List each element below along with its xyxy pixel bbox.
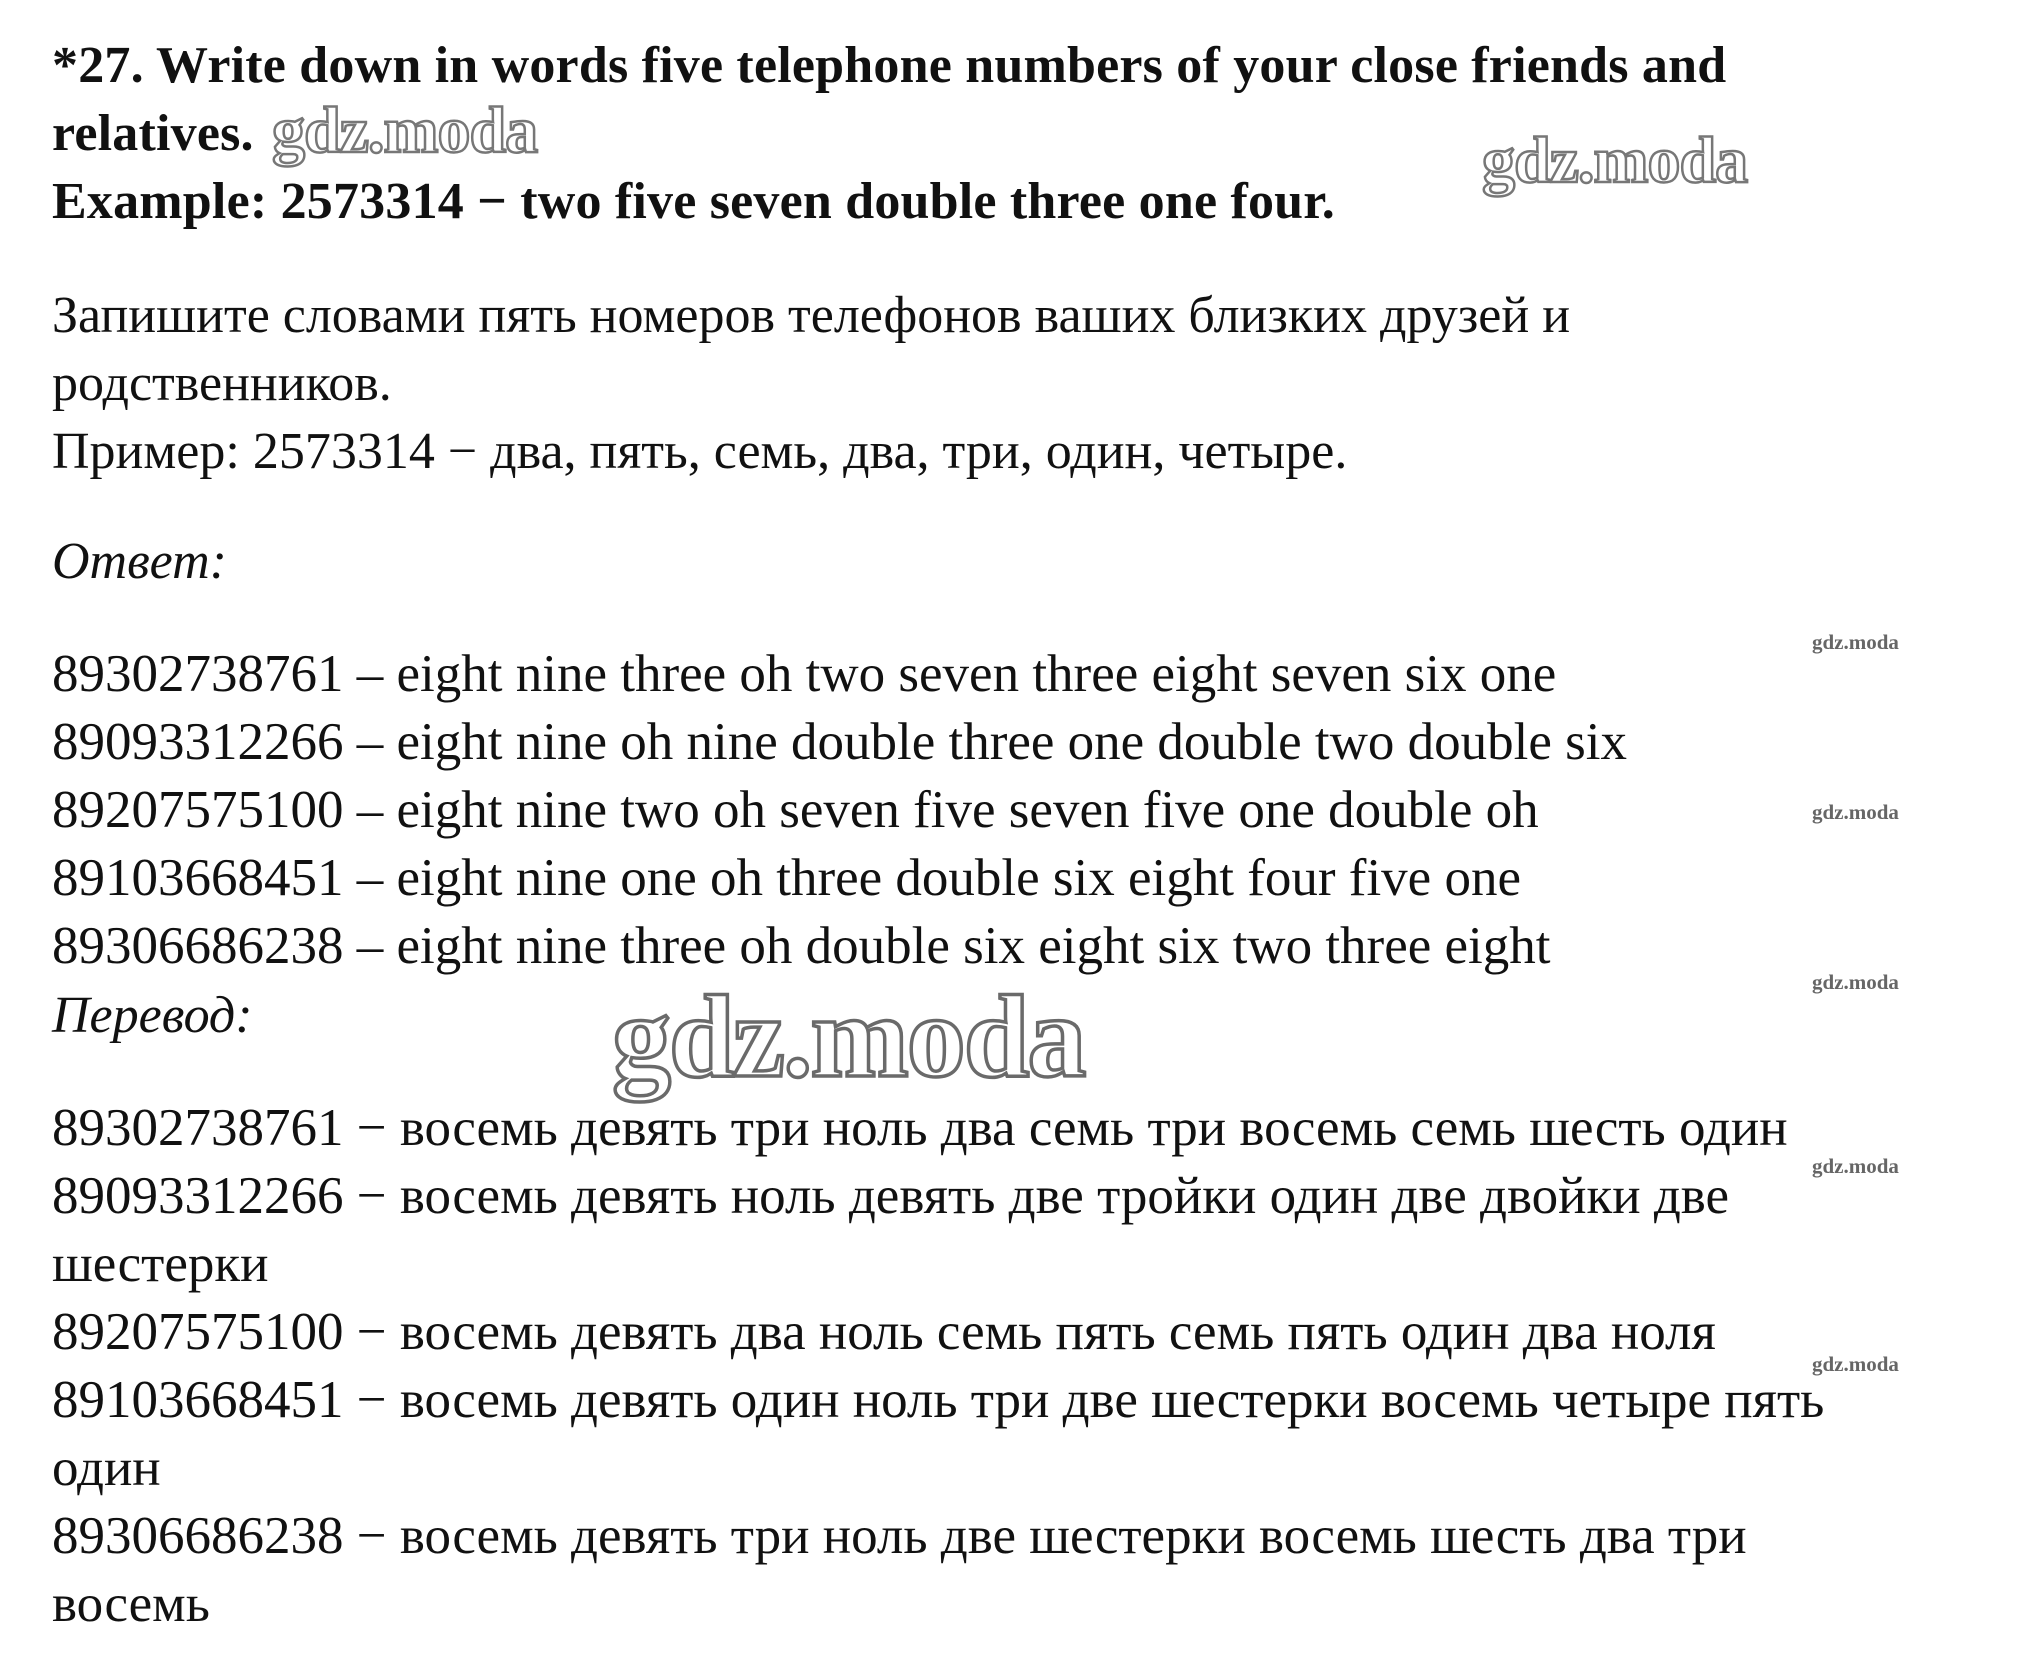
watermark: gdz.moda: [612, 971, 1085, 1102]
russian-task-line-1: Запишите словами пять номеров телефонов ваших близких друзей и: [52, 287, 1571, 344]
translation-line: 89093312266 − восемь девять ноль девять две тройки один две двойки две: [52, 1167, 1730, 1225]
translation-line: 89103668451 − восемь девять один ноль три две шестерки восемь четыре пять: [52, 1371, 1825, 1429]
watermark: gdz.moda: [1812, 630, 1899, 654]
russian-example-line: Пример: 2573314 − два, пять, семь, два, три, один, четыре.: [52, 423, 1348, 480]
translation-label: Перевод:: [52, 987, 253, 1044]
answer-line: 89207575100 – eight nine two oh seven five seven five one double oh: [52, 781, 1539, 839]
translation-line: один: [52, 1439, 161, 1497]
task-example-line: Example: 2573314 − two five seven double three one four.: [52, 173, 1335, 230]
watermark: gdz.moda: [1812, 1154, 1899, 1178]
watermark: gdz.moda: [1812, 1352, 1899, 1376]
translation-line: 89207575100 − восемь девять два ноль семь пять семь пять один два ноля: [52, 1303, 1716, 1361]
translation-line: шестерки: [52, 1235, 269, 1293]
watermark: gdz.moda: [1812, 800, 1899, 824]
answer-line: 89103668451 – eight nine one oh three double six eight four five one: [52, 849, 1521, 907]
watermark: gdz.moda: [1482, 124, 1748, 197]
translation-line: 89306686238 − восемь девять три ноль две шестерки восемь шесть два три: [52, 1507, 1747, 1565]
answer-line: 89306686238 – eight nine three oh double six eight six two three eight: [52, 917, 1551, 975]
watermark: gdz.moda: [272, 94, 538, 167]
translation-line: 89302738761 − восемь девять три ноль два семь три восемь семь шесть один: [52, 1099, 1788, 1157]
task-heading-line-2: relatives.: [52, 105, 254, 162]
watermark: gdz.moda: [1812, 970, 1899, 994]
answer-line: 89302738761 – eight nine three oh two seven three eight seven six one: [52, 645, 1557, 703]
answer-line: 89093312266 – eight nine oh nine double three one double two double six: [52, 713, 1628, 771]
translation-line: восемь: [52, 1575, 210, 1633]
task-heading-line-1: *27. Write down in words five telephone numbers of your close friends and: [52, 37, 1727, 94]
russian-task-line-2: родственников.: [52, 355, 392, 412]
answer-label: Ответ:: [52, 533, 227, 590]
